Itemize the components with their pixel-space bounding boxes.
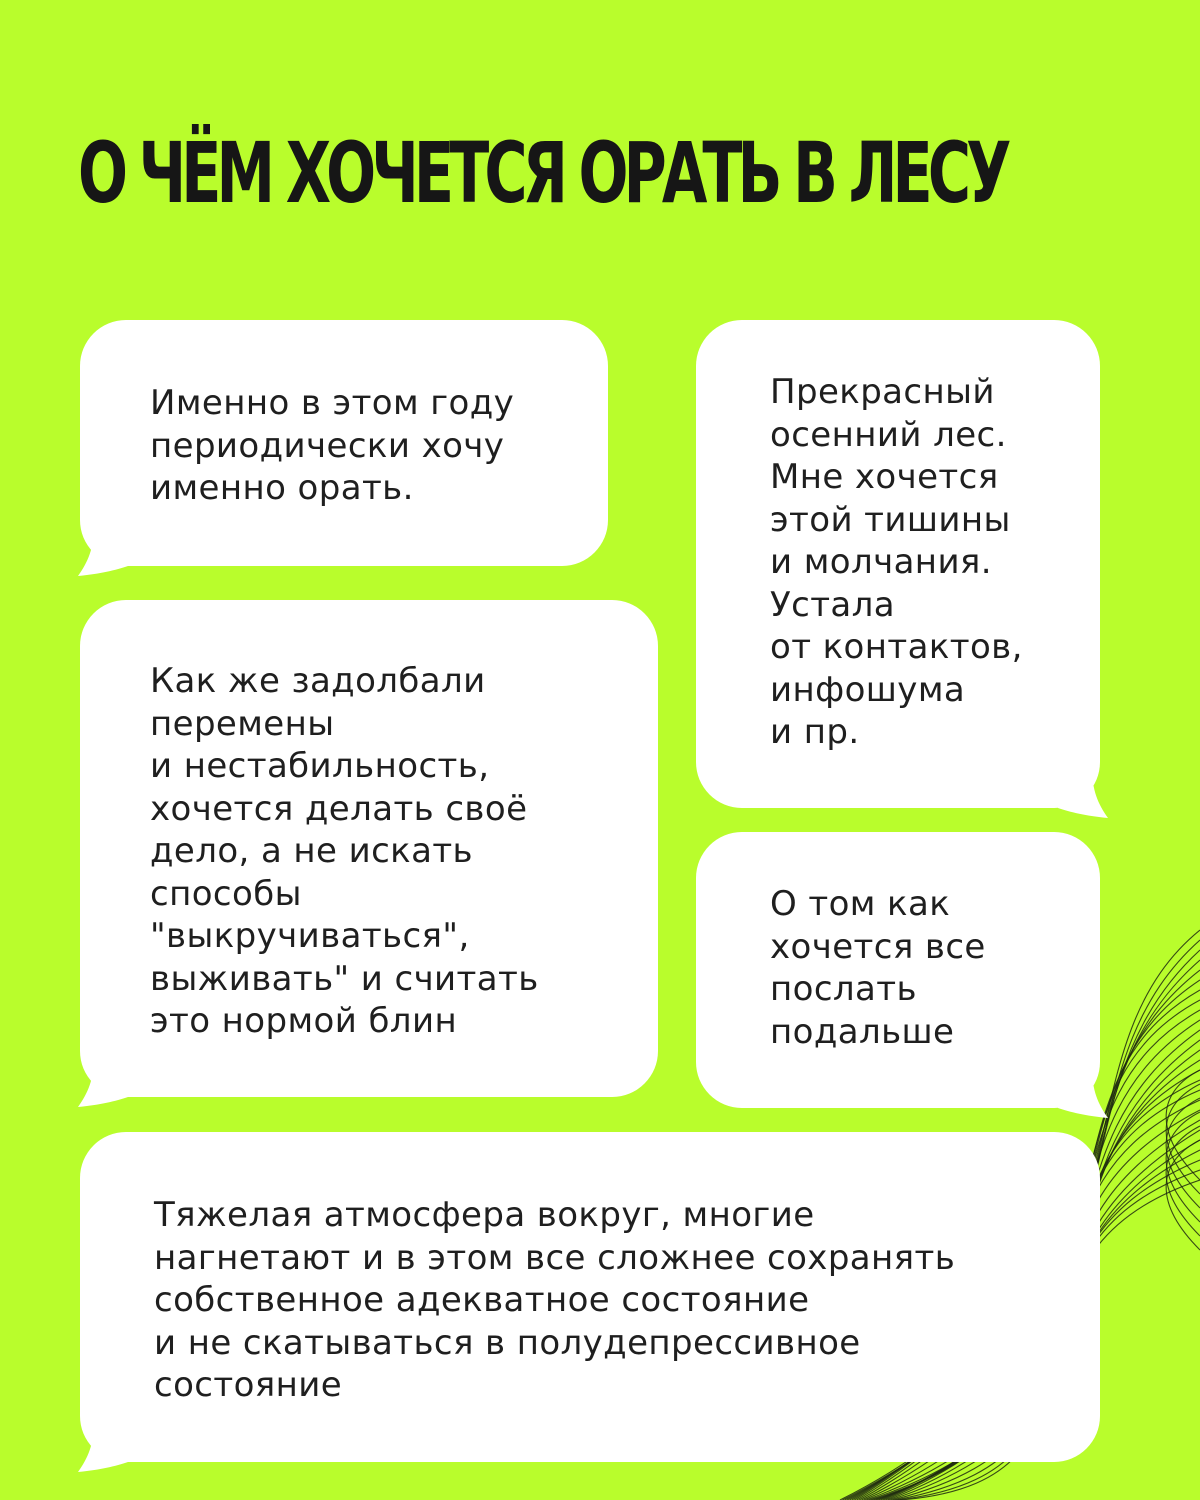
- message-text: Тяжелая атмосфера вокруг, многие нагнетают и в этом все сложнее сохранять собственное адекватное состояние и не скатываться в полудепрессивное состояние: [154, 1195, 956, 1405]
- wavy-line: [1166, 1070, 1200, 1180]
- message-bubble-1: [80, 320, 608, 566]
- wavy-line: [1166, 1140, 1200, 1250]
- message-bubble-4: [696, 832, 1100, 1108]
- wavy-line: [1166, 1084, 1200, 1194]
- message-text: Именно в этом году периодически хочу именно орать.: [150, 383, 515, 508]
- page-title: О ЧЁМ ХОЧЕТСЯ ОРАТЬ В ЛЕСУ: [78, 124, 1007, 222]
- message-bubble-2: [696, 320, 1100, 808]
- wavy-line: [1166, 1126, 1200, 1236]
- message-text: Как же задолбали перемены и нестабильность, хочется делать своё дело, а не искать способы "выкручиваться", выживать" и считать это нормой блин: [150, 661, 539, 1041]
- message-text: Прекрасный осенний лес. Мне хочется этой тишины и молчания. Устала от контактов, инфошума и пр.: [770, 372, 1023, 752]
- message-bubble-3: [80, 600, 658, 1097]
- wavy-line: [1166, 1112, 1200, 1222]
- message-text: О том как хочется все послать подальше: [770, 884, 986, 1052]
- wavy-line: [1166, 1098, 1200, 1208]
- message-bubble-5: [80, 1132, 1100, 1462]
